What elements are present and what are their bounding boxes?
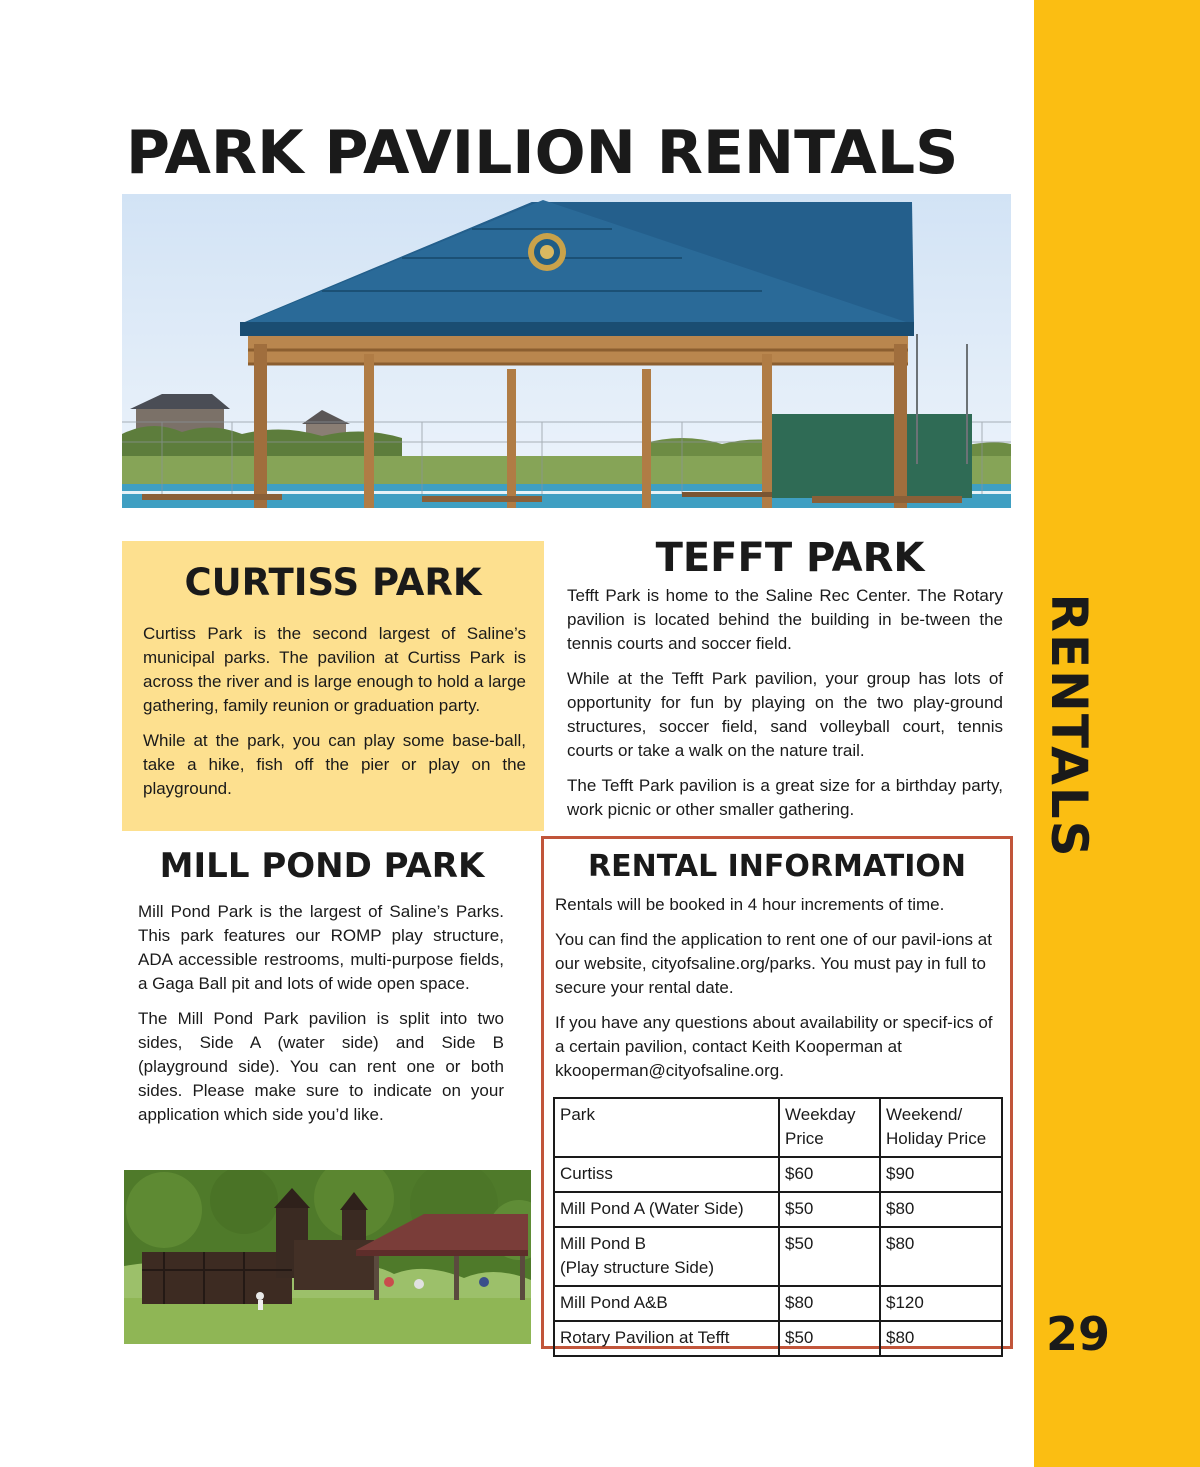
tefft-park-section [567,584,1003,833]
tefft-paragraph: While at the Tefft Park pavilion, your group has lots of opportunity for fun by playing on the two play-ground structures, soccer field, sand volleyball court, tennis courts or take a walk on the nature trail. [567,669,1003,760]
table-cell: $50 [779,1192,880,1227]
rental-rates-table [553,1097,1003,1357]
page-title: PARK PAVILION RENTALS [126,118,959,188]
rental-information-heading: RENTAL INFORMATION [588,849,966,884]
table-cell: Rotary Pavilion at Tefft [554,1321,779,1356]
table-header-row [554,1098,1002,1157]
table-header-cell: Park [554,1098,779,1157]
table-row [554,1227,1002,1286]
curtiss-paragraph: Curtiss Park is the second largest of Saline’s municipal parks. The pavilion at Curtiss Park is across the river and is large enough to hold a large gathering, family reunion or graduation party. [143,624,526,715]
table-cell: $90 [880,1157,1002,1192]
table-cell: $50 [779,1321,880,1356]
table-row [554,1192,1002,1227]
tefft-paragraph: The Tefft Park pavilion is a great size for a birthday party, work picnic or other smaller gathering. [567,776,1003,819]
rental-paragraph: Rentals will be booked in 4 hour increments of time. [555,895,945,914]
table-cell: Mill Pond A (Water Side) [554,1192,779,1227]
table-cell: $80 [880,1227,1002,1286]
curtiss-park-section [122,541,544,831]
tefft-park-heading: TEFFT PARK [655,535,925,581]
mill-pond-paragraph: Mill Pond Park is the largest of Saline’s Parks. This park features our ROMP play structure, ADA accessible restrooms, multi-purpose fields, a Gaga Ball pit and lots of wide open space. [138,902,504,993]
mill-pond-paragraph: The Mill Pond Park pavilion is split into two sides, Side A (water side) and Side B (playground side). You can rent one or both sides. Please make sure to indicate on your application which side you’d like. [138,1009,504,1124]
table-cell: Curtiss [554,1157,779,1192]
playground-photo [124,1170,531,1344]
table-cell: $80 [779,1286,880,1321]
curtiss-park-heading: CURTISS PARK [184,561,482,604]
table-header-cell: Weekday Price [779,1098,880,1157]
pavilion-photo [122,194,1011,508]
table-cell: Mill Pond B (Play structure Side) [554,1227,779,1286]
rental-paragraph: You can find the application to rent one of our pavil-ions at our website, cityofsaline.org/parks. You must pay in full to secure your rental date. [555,930,992,997]
table-cell: $80 [880,1192,1002,1227]
tefft-paragraph: Tefft Park is home to the Saline Rec Center. The Rotary pavilion is located behind the building in be-tween the tennis courts and soccer field. [567,586,1003,653]
rental-information-section [541,836,1013,1349]
table-cell: $80 [880,1321,1002,1356]
table-row [554,1286,1002,1321]
page-number: 29 [1046,1307,1111,1361]
mill-pond-park-section [138,900,504,1138]
table-cell: $120 [880,1286,1002,1321]
table-row [554,1321,1002,1356]
mill-pond-park-heading: MILL POND PARK [159,846,485,886]
table-cell: $60 [779,1157,880,1192]
section-side-label: RENTALS [1040,593,1098,859]
curtiss-paragraph: While at the park, you can play some base-ball, take a hike, fish off the pier or play on the playground. [143,731,526,798]
rental-paragraph: If you have any questions about availability or specif-ics of a certain pavilion, contact Keith Kooperman at kkooperman@cityofsaline.org. [555,1013,993,1080]
table-row [554,1157,1002,1192]
table-cell: Mill Pond A&B [554,1286,779,1321]
table-header-cell: Weekend/ Holiday Price [880,1098,1002,1157]
table-cell: $50 [779,1227,880,1286]
